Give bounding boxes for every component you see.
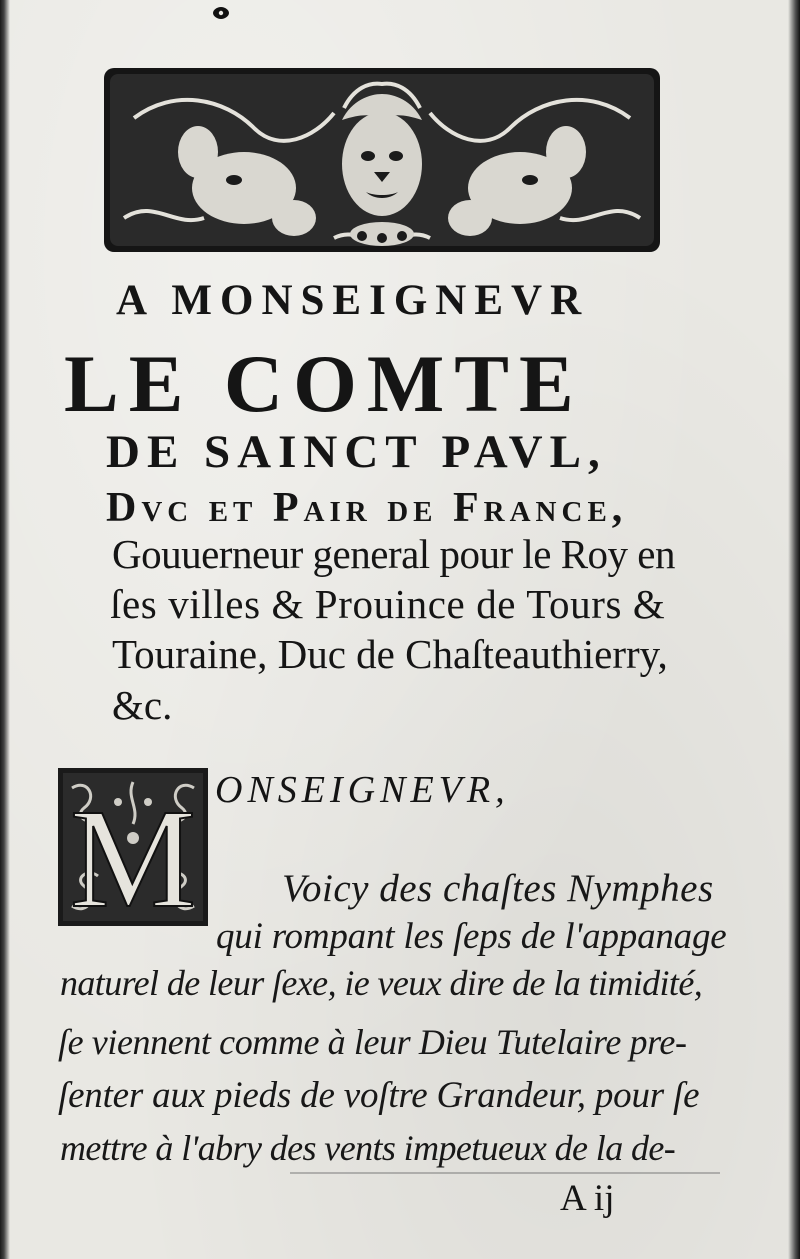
footer-rule: [290, 1172, 720, 1174]
printers-mark-icon: [212, 6, 230, 20]
body-line-6: mettre à l'abry des vents impetueux de la de-: [60, 1128, 676, 1168]
salutation: ONSEIGNEVR,: [215, 769, 510, 811]
page-left-shadow: [0, 0, 10, 1259]
title-line-4: Dvc et Pair de France,: [106, 485, 628, 531]
page-signature-mark: A ij: [560, 1178, 615, 1219]
title-line-1: A MONSEIGNEVR: [116, 277, 590, 324]
body-line-1: Voicy des chaſtes Nymphes: [282, 867, 714, 910]
body-line-2: qui rompant les ſeps de l'appanage: [216, 916, 727, 957]
body-line-5: ſenter aux pieds de voſtre Grandeur, pour ſe: [58, 1075, 700, 1116]
title-line-2: LE COMTE: [64, 338, 584, 429]
title-line-5: Gouuerneur general pour le Roy en: [112, 531, 675, 577]
title-line-7: Touraine, Duc de Chaſteauthierry,: [112, 631, 668, 677]
decorated-initial-m: [58, 768, 208, 926]
dropcap-letter: M: [69, 779, 197, 926]
body-line-4: ſe viennent comme à leur Dieu Tutelaire pre-: [58, 1022, 687, 1062]
page-right-shadow: [788, 0, 800, 1259]
title-line-3: DE SAINCT PAVL,: [106, 426, 607, 478]
title-line-8: &c.: [112, 682, 173, 728]
woodcut-headpiece-ornament: [104, 68, 660, 252]
title-line-6: ſes villes & Prouince de Tours &: [110, 581, 666, 627]
body-line-3: naturel de leur ſexe, ie veux dire de la timidité,: [60, 963, 703, 1003]
